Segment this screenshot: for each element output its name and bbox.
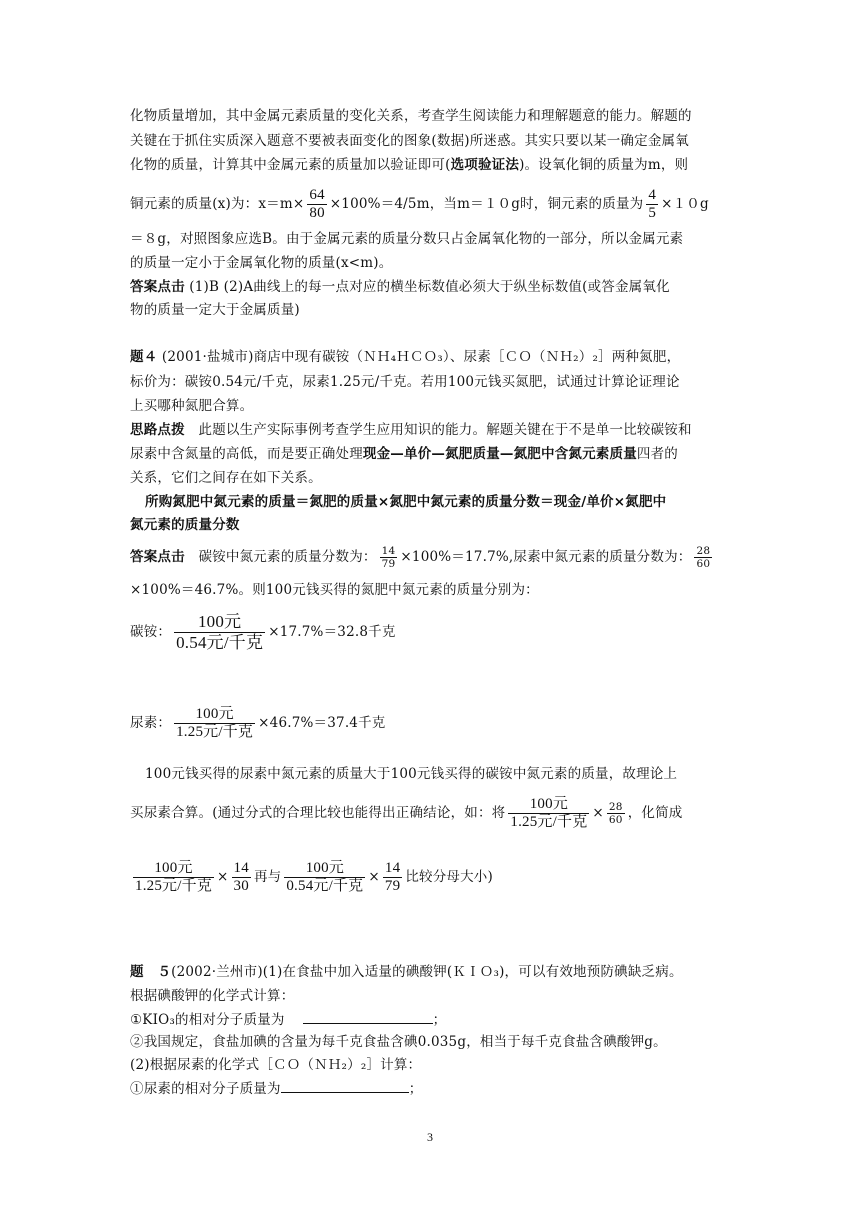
fraction <box>383 860 402 896</box>
page-number: 3 <box>427 1130 433 1144</box>
fraction-numerator: 14 <box>383 860 402 878</box>
text-span: ，化简成 <box>627 805 683 821</box>
text-line: (2)根据尿素的化学式［ＣＯ（ＮＨ₂）₂］计算： <box>130 1057 422 1073</box>
fraction <box>694 545 712 570</box>
text-line: ×100%＝46.7%。则100元钱买得的氮肥中氮元素的质量分别为： <box>130 582 539 598</box>
fraction-denominator: 5 <box>648 205 657 221</box>
bold-formula: 所购氮肥中氮元素的质量＝氮肥的质量×氮肥中氮元素的质量分数＝现金/单价×氮肥中 <box>145 494 667 510</box>
fraction <box>380 545 398 570</box>
question-label: 题 ５ <box>130 964 172 980</box>
text-line: 根据碘酸钾的化学式计算： <box>130 988 295 1004</box>
answer-line <box>130 277 770 297</box>
text-span: ①尿素的相对分子质量为 <box>130 1081 281 1097</box>
text-line <box>130 444 770 464</box>
answer-label: 答案点击 <box>130 279 185 295</box>
formula-line: $\frac{\text{100元}}{\text{1.25元/千克}}$ × $\frac{14}{30}$ 再与 $\frac{\text{100元}}{\text{0.54元/千克}}$ × $\frac{14}{79}$ 比较分母大小) <box>135 859 493 894</box>
fraction-denominator: 1.25元/千克 <box>135 878 213 894</box>
question-heading <box>130 347 770 367</box>
text-span: 铜元素的质量(x)为：x＝m× <box>130 196 305 212</box>
text-span: 四者的 <box>636 446 679 462</box>
text-line: 100元钱买得的尿素中氮元素的质量大于100元钱买得的碳铵中氮元素的质量，故理论上 <box>145 766 678 782</box>
fraction-denominator: 60 <box>608 814 623 826</box>
text-span: 碳铵中氮元素的质量分数为： <box>184 549 377 565</box>
fraction-denominator: 79 <box>381 558 396 570</box>
text-span: 比较分母大小) <box>405 869 493 885</box>
text-line: ②我国规定，食盐加碘的含量为每千克食盐含碘0.035g，相当于每千克食盐含碘酸钾g。 <box>130 1034 667 1050</box>
fraction-numerator: 100元 <box>508 796 589 814</box>
text-line: 的质量一定小于金属氧化物的质量(x<m)。 <box>130 255 393 271</box>
text-line <box>130 155 770 175</box>
formula-line <box>130 182 770 226</box>
fraction-numerator: 14 <box>381 544 396 557</box>
fraction-denominator: 0.54元/千克 <box>286 878 364 894</box>
text-span: 尿素中含氮量的高低，而是要正确处理 <box>130 446 363 462</box>
fraction <box>307 187 326 223</box>
text-span: ； <box>408 1081 423 1097</box>
fraction-denominator: 1.25元/千克 <box>510 814 588 830</box>
text-span: ； <box>432 1012 447 1028</box>
fraction-denominator: 0.54元/千克 <box>176 633 264 652</box>
text-line: 物的质量一定大于金属质量) <box>130 302 300 318</box>
text-span: ×17.7%＝32.8千克 <box>268 624 396 640</box>
text-line: 化物质量增加，其中金属元素质量的变化关系，考查学生阅读能力和理解题意的能力。解题的 <box>130 108 692 124</box>
fraction-numerator: 100元 <box>174 612 265 633</box>
fraction-numerator: 64 <box>307 187 326 205</box>
bold-text: 现金—单价—氮肥质量—氮肥中含氮元素质量 <box>362 446 637 462</box>
fraction-denominator: 30 <box>233 878 249 894</box>
text-line: 标价为：碳铵0.54元/千克，尿素1.25元/千克。若用100元钱买氮肥，试通过计算论证理论 <box>130 374 680 390</box>
text-span: 买尿素合算。(通过分式的合理比较也能得出正确结论，如：将 <box>130 805 506 821</box>
formula-line <box>130 604 770 660</box>
fraction <box>133 860 214 896</box>
question-heading <box>130 962 770 982</box>
text-line <box>130 1078 770 1099</box>
fraction-numerator: 4 <box>646 187 658 205</box>
text-span: (2002·兰州市)(1)在食盐中加入适量的碘酸钾(ＫＩＯ₃)，可以有效地预防碘缺乏病。 <box>171 964 683 980</box>
fraction <box>646 187 658 223</box>
text-span: (2001·盐城市)商店中现有碳铵（ＮＨ₄ＨＣＯ₃）、尿素［ＣＯ（ＮＨ₂）₂］两种氮肥， <box>157 349 681 365</box>
fraction-denominator: 1.25元/千克 <box>176 724 254 740</box>
text-span: 碳铵： <box>130 624 172 640</box>
bold-formula: 氮元素的质量分数 <box>130 517 240 533</box>
formula-line: 买尿素合算。(通过分式的合理比较也能得出正确结论，如：将 $\frac{\text{100元}}{\text{1.25元/千克}}$ × $\frac{28}{60}$ ，化简成 <box>130 795 683 830</box>
fraction <box>508 796 589 832</box>
text-span: 此题以生产实际事例考查学生应用知识的能力。解题关键在于不是单一比较碳铵和 <box>184 422 692 438</box>
text-span: ×100%＝4/5m，当m＝１０g时，铜元素的质量为 <box>329 196 644 212</box>
text-span: ×46.7%＝37.4千克 <box>258 715 386 731</box>
text-span: 再与 <box>253 869 282 885</box>
text-span: 尿素： <box>130 715 172 731</box>
fraction <box>607 801 625 826</box>
text-line: 上买哪种氮肥合算。 <box>130 398 254 414</box>
text-span: ×１０g <box>661 196 709 212</box>
formula-line <box>130 700 770 746</box>
text-span: (1)B (2)A曲线上的每一点对应的横坐标数值必须大于纵坐标数值(或答金属氧化 <box>184 279 670 295</box>
fraction-numerator: 100元 <box>133 860 214 878</box>
fraction-numerator: 28 <box>608 800 623 813</box>
answer-label: 答案点击 <box>130 549 185 565</box>
fraction-numerator: 28 <box>696 544 711 557</box>
text-line: 关键在于抓住实质深入题意不要被表面变化的图象(数据)所迷惑。其实只要以某一确定金属氧 <box>130 133 689 149</box>
fraction <box>232 860 251 896</box>
fraction-numerator: 100元 <box>284 860 365 878</box>
text-line <box>130 1009 770 1030</box>
text-span: 化物的质量，计算其中金属元素的质量加以验证即可( <box>130 157 451 173</box>
text-span: ×100%＝17.7%,尿素中氮元素的质量分数为： <box>400 549 692 565</box>
answer-blank[interactable] <box>281 1078 409 1093</box>
text-line: 关系，它们之间存在如下关系。 <box>130 470 322 486</box>
fraction <box>174 612 265 652</box>
text-line: ＝８g，对照图象应选B。由于金属元素的质量分数只占金属氧化物的一部分，所以金属元素 <box>130 231 684 247</box>
answer-line <box>130 537 770 577</box>
fraction <box>284 860 365 896</box>
hint-label: 思路点拨 <box>130 422 185 438</box>
fraction-denominator: 79 <box>384 878 401 894</box>
question-label: 题４ <box>130 349 158 365</box>
fraction <box>174 706 255 742</box>
text-span: ①KIO₃的相对分子质量为 <box>130 1012 285 1028</box>
fraction-numerator: 100元 <box>174 706 255 724</box>
text-span: )。设氧化铜的质量为m，则 <box>519 157 689 173</box>
fraction-numerator: 14 <box>232 860 251 878</box>
fraction-denominator: 80 <box>309 205 325 221</box>
bold-text: 选项验证法 <box>450 157 520 173</box>
answer-blank[interactable] <box>303 1009 433 1024</box>
text-line <box>130 420 770 440</box>
fraction-denominator: 60 <box>696 558 711 570</box>
